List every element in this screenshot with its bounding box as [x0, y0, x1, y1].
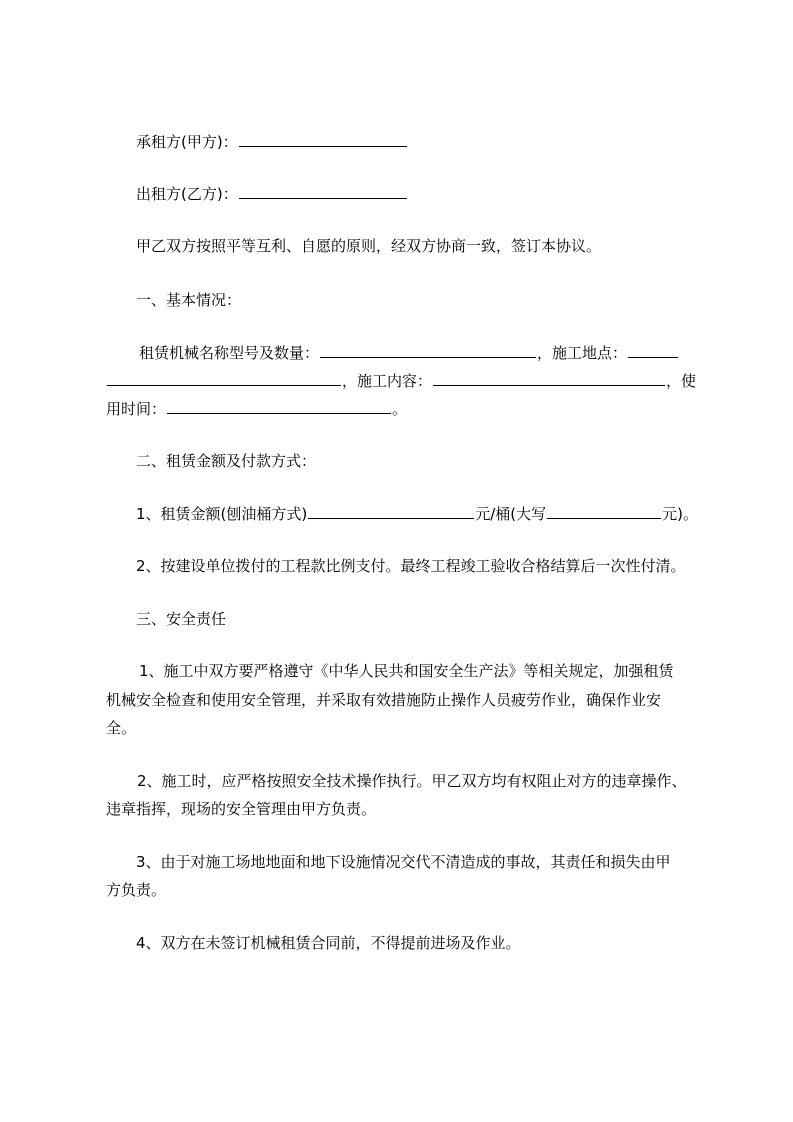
lessee-blank[interactable] — [239, 130, 407, 147]
use-time-blank[interactable] — [167, 397, 391, 414]
use-period: 。 — [392, 400, 408, 418]
section1-line1 — [139, 339, 679, 368]
use-prefix: ，使 — [666, 372, 697, 390]
content-blank[interactable] — [433, 369, 665, 386]
section3-item3-line1: 3、由于对施工场地地面和地下设施情况交代不清造成的事故，其责任和损失由甲 — [136, 853, 671, 871]
amount-capital-blank[interactable] — [547, 502, 661, 519]
lessor-line — [136, 180, 408, 209]
content-label: ，施工内容： — [342, 372, 433, 390]
section3-item2-line1: 2、施工时，应严格按照安全技术操作执行。甲乙双方均有权阻止对方的违章操作、 — [137, 772, 687, 790]
amount-suffix: 元)。 — [662, 505, 699, 523]
lessee-label: 承租方(甲方)： — [136, 133, 238, 151]
amount-prefix: 1、租赁金额(刨油桶方式) — [136, 505, 308, 523]
machine-blank[interactable] — [320, 341, 536, 358]
amount-unit: 元/桶(大写 — [475, 505, 547, 523]
intro-paragraph: 甲乙双方按照平等互利、自愿的原则，经双方协商一致，签订本协议。 — [136, 237, 602, 255]
section3-item3-line2: 方负责。 — [106, 881, 167, 899]
section2-item2: 2、按建设单位拨付的工程款比例支付。最终工程竣工验收合格结算后一次性付清。 — [136, 557, 686, 575]
section2-item1 — [136, 500, 698, 529]
lessee-line — [136, 128, 408, 157]
site-blank-start[interactable] — [628, 341, 678, 358]
section3-item1-line2: 机械安全检查和使用安全管理，并采取有效措施防止操作人员疲劳作业，确保作业安 — [106, 691, 662, 709]
section2-title: 二、租赁金额及付款方式： — [136, 452, 317, 470]
site-blank-end[interactable] — [107, 369, 341, 386]
section3-item4: 4、双方在未签订机械租赁合同前，不得提前进场及作业。 — [136, 934, 521, 952]
lessor-label: 出租方(乙方)： — [136, 185, 238, 203]
use-label: 用时间： — [106, 400, 167, 418]
machine-label: 租赁机械名称型号及数量： — [139, 344, 320, 362]
lessor-blank[interactable] — [239, 182, 407, 199]
amount-blank[interactable] — [308, 502, 474, 519]
section3-item1-line1: 1、施工中双方要严格遵守《中华人民共和国安全生产法》等相关规定，加强租赁 — [139, 662, 674, 680]
section1-title: 一、基本情况： — [136, 291, 242, 309]
section1-line2 — [106, 367, 696, 396]
section3-title: 三、安全责任 — [136, 610, 227, 628]
section1-line3 — [106, 395, 407, 424]
section3-item2-line2: 违章指挥，现场的安全管理由甲方负责。 — [106, 800, 377, 818]
site-label: ，施工地点： — [537, 344, 628, 362]
section3-item1-line3: 全。 — [106, 719, 137, 737]
